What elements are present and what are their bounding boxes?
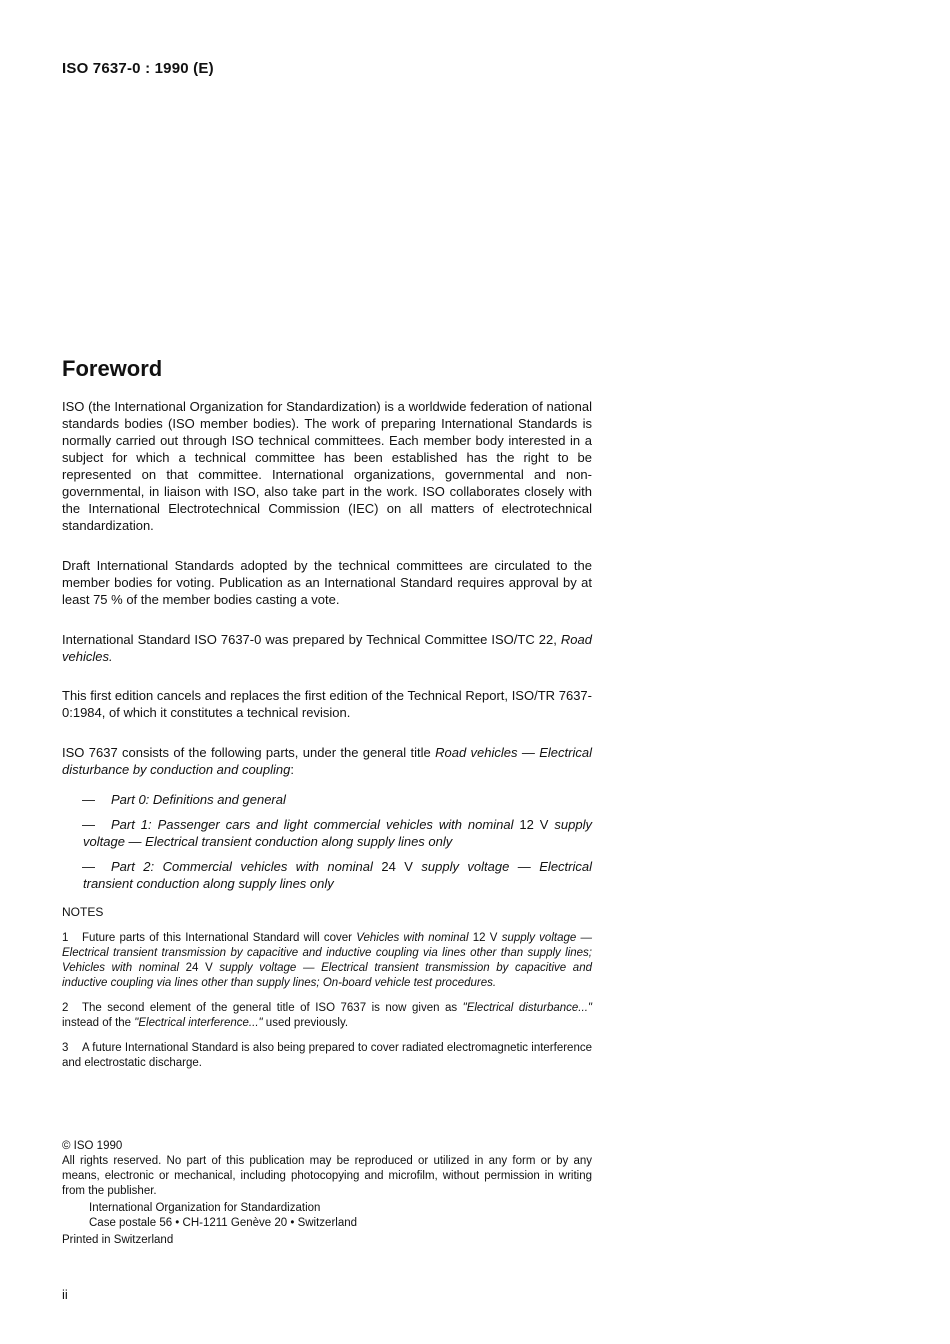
note-number: 2 xyxy=(62,1002,69,1014)
note-text: Future parts of this International Standard will cover xyxy=(82,932,353,944)
list-item xyxy=(62,858,592,892)
note-italic: supply voltage — Electrical transient transmission by capacitive and inductive coupling via lines other than supply lines; On-board vehicle test procedures. xyxy=(62,962,592,989)
printed-in: Printed in Switzerland xyxy=(62,1234,174,1246)
list-item xyxy=(62,816,592,850)
list-item xyxy=(62,791,592,808)
copyright-block xyxy=(62,1139,592,1248)
note-text: The second element of the general title of ISO 7637 is now given as xyxy=(82,1002,458,1014)
note-number: 3 xyxy=(62,1042,69,1054)
committee-title: Road vehicles. xyxy=(62,632,592,664)
note-text: A future International Standard is also being prepared to cover radiated electromagnetic interference and electrostatic discharge. xyxy=(62,1042,592,1069)
part-title: Part 2: Commercial vehicles with nominal xyxy=(111,859,373,874)
prepared-by-text: International Standard ISO 7637-0 was prepared by Technical Committee ISO/TC 22, xyxy=(62,632,557,647)
list-dash: — xyxy=(82,792,95,807)
organization-address: Case postale 56 • CH-1211 Genève 20 • Switzerland xyxy=(89,1217,358,1229)
parts-intro-text: ISO 7637 consists of the following parts, under the general title xyxy=(62,745,431,760)
paragraph-parts-intro xyxy=(62,744,592,778)
paragraph-federation: ISO (the International Organization for Standardization) is a worldwide federation of national standards bodies (ISO member bodies). The work of preparing International Standards is normally carried out through ISO technical committees. Each member body interested in a subject for which a technical committee has been established has the right to be represented on that committee. International organizations, governmental and non-governmental, in liaison with ISO, also take part in the work. ISO collaborates closely with the International Electrotechnical Commission (IEC) on all matters of electrotechnical standardization. xyxy=(62,399,592,533)
section-title: Foreword xyxy=(62,356,163,381)
paragraph-edition: This first edition cancels and replaces the first edition of the Technical Report, ISO/TR 7637-0:1984, of which it constitutes a technical revision. xyxy=(62,688,592,720)
note-1 xyxy=(62,931,592,991)
part-voltage: 12 V xyxy=(513,817,555,832)
list-dash: — xyxy=(82,817,95,832)
organization-name: International Organization for Standardization xyxy=(89,1202,321,1214)
colon: : xyxy=(290,762,295,777)
note-2 xyxy=(62,1001,592,1031)
part-title-continued: supply voltage — Electrical transient conduction along supply lines only xyxy=(83,859,592,891)
paragraph-draft-standards: Draft International Standards adopted by the technical committees are circulated to the member bodies for voting. Publication as an International Standard requires approval by at least 75 % of the member bodies casting a vote. xyxy=(62,558,592,607)
note-3 xyxy=(62,1041,592,1071)
note-text: instead of the xyxy=(62,1017,132,1029)
list-dash: — xyxy=(82,859,95,874)
document-identifier: ISO 7637-0 : 1990 (E) xyxy=(62,60,214,77)
part-voltage: 24 V xyxy=(372,859,422,874)
note-number: 1 xyxy=(62,932,69,944)
note-text: used previously. xyxy=(265,1017,349,1029)
note-italic: supply voltage — Electrical transient transmission by capacitive and inductive coupling via lines other than supply lines; Vehicles with nominal xyxy=(62,932,593,974)
copyright-line: © ISO 1990 xyxy=(62,1140,123,1152)
notes-heading: NOTES xyxy=(62,905,104,919)
note-italic: Vehicles with nominal xyxy=(356,932,469,944)
paragraph-prepared-by xyxy=(62,631,592,665)
part-title: Part 0: Definitions and general xyxy=(111,792,286,807)
note-italic: "Electrical interference..." xyxy=(134,1017,263,1029)
general-title: Road vehicles — Electrical disturbance by conduction and coupling xyxy=(62,745,592,777)
part-title: Part 1: Passenger cars and light commercial vehicles with nominal xyxy=(111,817,514,832)
foreword-body xyxy=(62,398,592,1071)
parts-list xyxy=(62,791,592,892)
note-italic: "Electrical disturbance..." xyxy=(462,1002,592,1014)
part-title-continued: supply voltage — Electrical transient conduction along supply lines only xyxy=(83,817,592,849)
note-voltage: 12 V xyxy=(468,932,502,944)
note-voltage: 24 V xyxy=(179,962,220,974)
page-number: ii xyxy=(62,1287,68,1302)
rights-statement: All rights reserved. No part of this publication may be reproduced or utilized in any form or by any means, electronic or mechanical, including photocopying and microfilm, without permission in writing from the publisher. xyxy=(62,1155,592,1197)
